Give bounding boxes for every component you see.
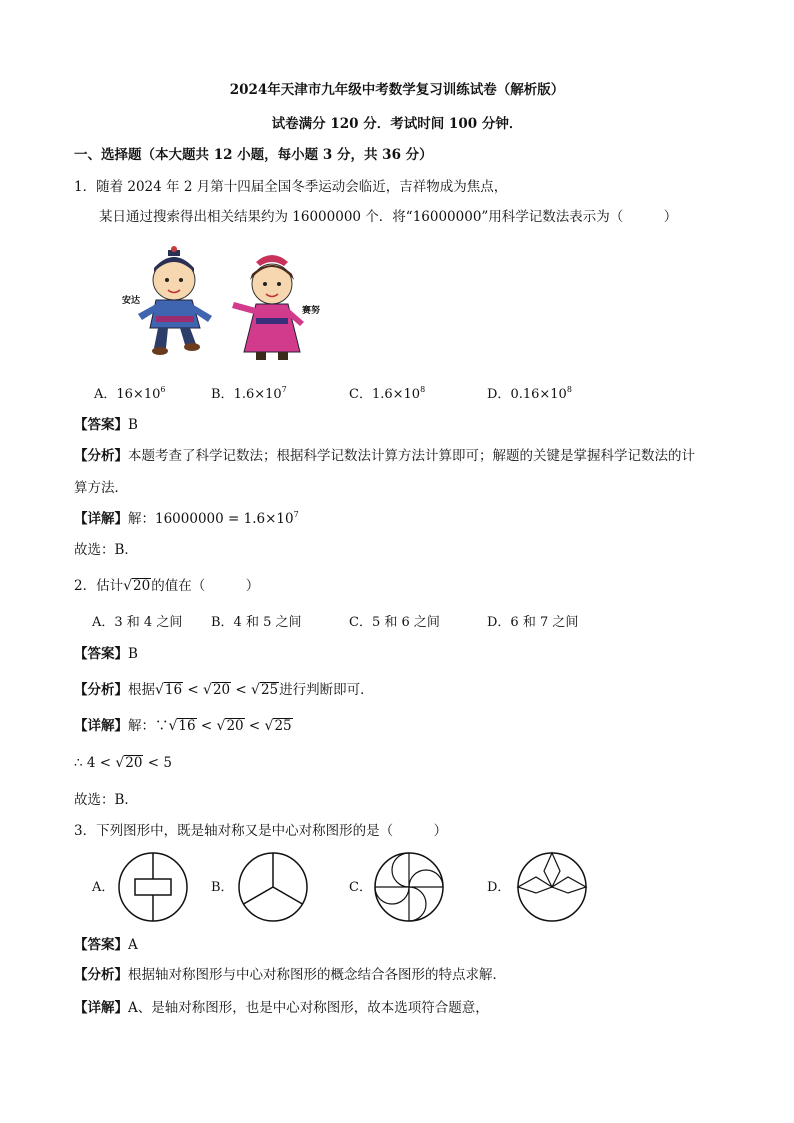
q1-stem-line2: 某日通过搜索得出相关结果约为 16000000 个．将“16000000”用科学记数法表示为（ ） [99, 209, 678, 225]
q3-analysis-text: 根据轴对称图形与中心对称图形的概念结合各图形的特点求解． [128, 967, 506, 983]
q1-option-d-label: D． [487, 387, 511, 402]
mascot-image [116, 244, 330, 366]
mascot-right-label: 赛努 [302, 306, 321, 316]
mascot-illustration [116, 244, 330, 366]
q2-stem-prefix: 2．估计 [74, 578, 124, 594]
q3-analysis-tag: 【分析】 [74, 967, 128, 983]
paper-subtitle: 试卷满分 120 分．考试时间 100 分钟． [271, 116, 523, 132]
q2-choose: 故选：B． [74, 792, 138, 808]
sqrt-icon: √ [216, 718, 226, 734]
q2-answer-value: B [128, 646, 138, 662]
q3-answer [74, 936, 138, 954]
q2-answer-tag: 【答案】 [74, 646, 128, 662]
q2-detail-tag: 【详解】 [74, 718, 128, 734]
sqrt-icon: √ [264, 718, 274, 734]
q3-figure-c[interactable] [373, 851, 445, 923]
q1-option-d-exp: 8 [566, 385, 572, 394]
q3-option-b-label[interactable]: B． [211, 880, 234, 895]
q1-option-a-label: A． [94, 387, 117, 402]
q1-option-a-exp: 6 [160, 385, 166, 394]
q2-option-d[interactable]: D．6 和 7 之间 [487, 615, 579, 630]
mascot-left-label: 安达 [122, 296, 141, 306]
paper-title: 2024年天津市九年级中考数学复习训练试卷（解析版） [229, 82, 565, 98]
q2-analysis [74, 681, 374, 699]
q1-option-c-base: 1.6×10 [371, 387, 421, 402]
q1-option-c-exp: 8 [420, 385, 426, 394]
q2-analysis-tag: 【分析】 [74, 682, 128, 698]
q1-analysis-text: 本题考查了科学记数法；根据科学记数法计算方法计算即可；解题的关键是掌握科学记数法的计 [128, 448, 695, 464]
q2-detail-r25: 25 [274, 718, 292, 734]
q1-analysis-tag: 【分析】 [74, 448, 128, 464]
q2-analysis-lt1: < [187, 682, 199, 698]
q3-detail-tag: 【详解】 [74, 1000, 128, 1016]
q1-answer-tag: 【答案】 [74, 417, 128, 433]
q1-option-c[interactable] [349, 386, 425, 404]
q2-option-b[interactable]: B．4 和 5 之间 [211, 615, 302, 630]
q2-therefore-prefix: ∴ 4 < [74, 755, 112, 771]
q3-answer-value: A [128, 937, 138, 953]
q2-therefore [74, 754, 172, 772]
q1-option-b[interactable] [211, 386, 287, 404]
q3-option-c-label[interactable]: C． [349, 880, 372, 895]
q1-option-d-base: 0.16×10 [510, 387, 567, 402]
q3-figure-d[interactable] [516, 851, 588, 923]
q1-option-b-label: B． [211, 387, 234, 402]
q2-analysis-r16: 16 [164, 682, 183, 698]
q1-option-a-base: 16×10 [116, 387, 161, 402]
q2-answer [74, 645, 138, 663]
q2-option-a[interactable]: A．3 和 4 之间 [92, 615, 183, 630]
q2-detail-prefix: 解：∵ [128, 718, 169, 734]
q1-detail-tag: 【详解】 [74, 511, 128, 527]
section-title: 一、选择题（本大题共 12 小题，每小题 3 分，共 36 分） [74, 147, 433, 163]
q1-choose: 故选：B． [74, 542, 138, 558]
q3-detail-text: A、是轴对称图形，也是中心对称图形，故本选项符合题意， [128, 1000, 489, 1016]
q2-therefore-r20: 20 [125, 755, 143, 771]
q1-option-d[interactable] [487, 386, 572, 404]
q1-option-c-label: C． [349, 387, 372, 402]
q1-detail-expression: 16000000 = 1.6×10 [155, 511, 294, 527]
q2-analysis-lt2: < [235, 682, 247, 698]
q2-detail-r20: 20 [226, 718, 244, 734]
q1-analysis-cont: 算方法． [74, 480, 128, 496]
q1-detail-prefix: 解： [128, 511, 155, 527]
q2-option-c[interactable]: C．5 和 6 之间 [349, 615, 440, 630]
q2-detail-r16: 16 [178, 718, 196, 734]
q2-analysis-r20: 20 [212, 682, 231, 698]
q1-detail [74, 510, 299, 528]
q2-detail [74, 717, 293, 735]
sqrt-icon: √ [251, 682, 260, 698]
q1-option-a[interactable] [94, 386, 165, 404]
q2-analysis-suffix: 进行判断即可． [279, 682, 374, 698]
q3-stem: 3．下列图形中，既是轴对称又是中心对称图形的是（ ） [74, 823, 448, 839]
q3-option-a-label[interactable]: A． [92, 880, 115, 895]
q3-analysis [74, 966, 506, 984]
q1-stem-line1: 1．随着 2024 年 2 月第十四届全国冬季运动会临近，吉祥物成为焦点， [74, 179, 508, 195]
q3-detail [74, 999, 489, 1017]
q2-stem-radicand: 20 [133, 578, 151, 594]
q2-analysis-r25: 25 [260, 682, 279, 698]
sqrt-icon: √ [123, 578, 133, 594]
sqrt-icon: √ [203, 682, 212, 698]
q1-answer-value: B [128, 417, 138, 433]
sqrt-icon: √ [115, 755, 125, 771]
q2-detail-lt2: < [248, 718, 261, 734]
sqrt-icon: √ [155, 682, 164, 698]
q2-detail-lt1: < [200, 718, 213, 734]
q3-answer-tag: 【答案】 [74, 937, 128, 953]
q1-detail-exp: 7 [293, 510, 299, 519]
q1-option-b-base: 1.6×10 [233, 387, 282, 402]
q1-analysis [74, 447, 695, 465]
q1-option-b-exp: 7 [281, 385, 287, 394]
q2-therefore-suffix: < 5 [147, 755, 172, 771]
q2-stem-suffix: 的值在（ ） [151, 578, 260, 594]
q2-analysis-prefix: 根据 [128, 682, 155, 698]
sqrt-icon: √ [168, 718, 178, 734]
q3-figure-b[interactable] [237, 851, 309, 923]
q2-stem [74, 577, 259, 595]
q3-figure-a[interactable] [117, 851, 189, 923]
q1-answer [74, 416, 138, 434]
q3-option-d-label[interactable]: D． [487, 880, 511, 895]
